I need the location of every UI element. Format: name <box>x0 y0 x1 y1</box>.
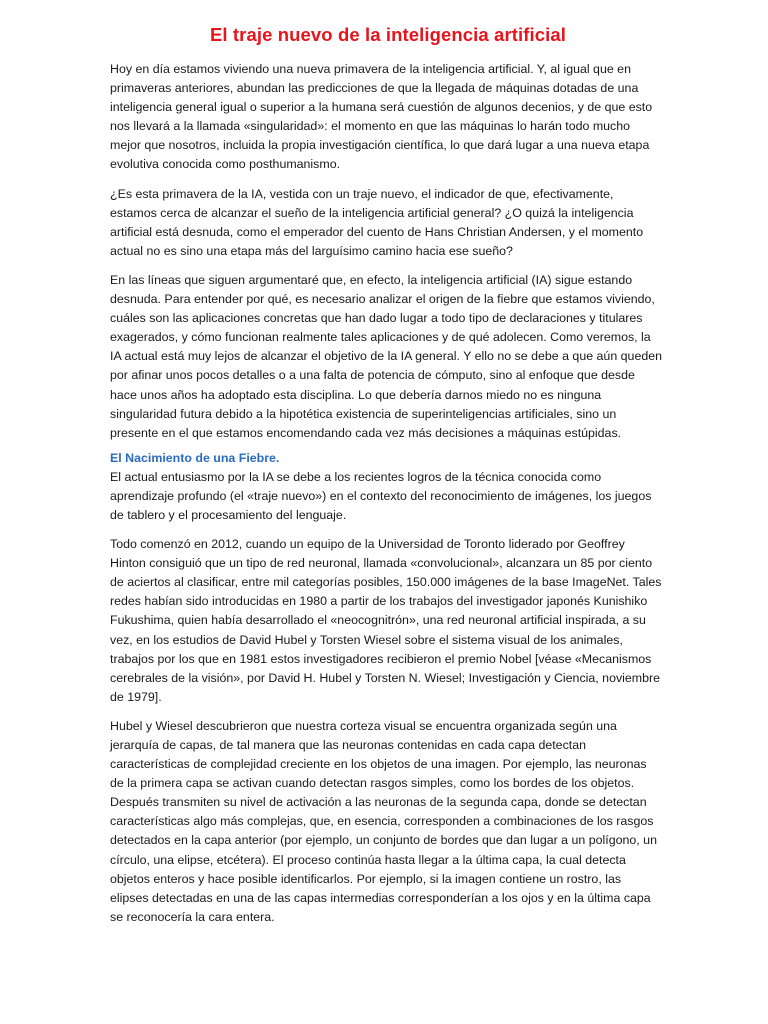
paragraph-argument: En las líneas que siguen argumentaré que, en efecto, la inteligencia artificial (IA) sigue estando desnuda. Para entender por qué, es necesario analizar el origen de la fiebre que estamos viviendo, cuáles son las aplicaciones concretas que han dado lugar a todo tipo de declaraciones y titulares exagerados, y cómo funcionan realmente tales aplicaciones y de qué adolecen. Como veremos, la IA actual está muy lejos de alcanzar el objetivo de la IA general. Y ello no se debe a que aún queden por afinar unos pocos detalles o a una falta de potencia de cómputo, sino al enfoque que desde hace unos años ha adoptado esta disciplina. Lo que debería darnos miedo no es ninguna singularidad futura debido a la hipotética existencia de superinteligencias artificiales, sino un presente en el que estamos encomendando cada vez más decisiones a máquinas estúpidas. <box>110 272 663 440</box>
section-heading: El Nacimiento de una Fiebre. <box>110 450 280 465</box>
paragraph-history: Todo comenzó en 2012, cuando un equipo de la Universidad de Toronto liderado por Geoffrey Hinton consiguió que un tipo de red neuronal, llamada «convolucional», alcanzara un 85 por ciento de aciertos al clasificar, entre mil categorías posibles, 150.000 imágenes de la base ImageNet. Tales redes habían sido introducidas en 1980 a partir de los trabajos del investigador japonés Kunishiko Fukushima, quien había desarrollado el «neocognitrón», una red neuronal artificial inspirada, a su vez, en los estudios de David Hubel y Torsten Wiesel sobre el sistema visual de los animales, trabajos por los que en 1981 estos investigadores recibieron el premio Nobel [véase «Mecanismos cerebrales de la visión», por David H. Hubel y Torsten N. Wiesel; Investigación y Ciencia, noviembre de 1979]. <box>110 537 662 704</box>
paragraph-enthusiasm: El actual entusiasmo por la IA se debe a los recientes logros de la técnica conocida como aprendizaje profundo (el «traje nuevo») en el contexto del reconocimiento de imágenes, los juegos de tablero y el procesamiento del lenguaje. <box>110 469 652 522</box>
paragraph-intro: Hoy en día estamos viviendo una nueva primavera de la inteligencia artificial. Y, al igual que en primaveras anteriores, abundan las predicciones de que la llegada de máquinas dotadas de una inteligencia general igual o superior a la humana será cuestión de algunos decenios, y de que esto nos llevará a la llamada «singularidad»: el momento en que las máquinas lo harán todo mucho mejor que nosotros, incluida la propia investigación científica, lo que dará lugar a una nueva etapa evolutiva conocida como posthumanismo. <box>110 62 653 172</box>
paragraph-question: ¿Es esta primavera de la IA, vestida con un traje nuevo, el indicador de que, efectivamente, estamos cerca de alcanzar el sueño de la inteligencia artificial general? ¿O quizá la inteligencia artificial está desnuda, como el emperador del cuento de Hans Christian Andersen, y el momento actual no es sino una etapa más del larguísimo camino hacia ese sueño? <box>110 186 644 258</box>
document-title: El traje nuevo de la inteligencia artificial <box>209 24 567 45</box>
paragraph-visual-cortex: Hubel y Wiesel descubrieron que nuestra corteza visual se encuentra organizada según una jerarquía de capas, de tal manera que las neuronas contenidas en cada capa detectan características de complejidad creciente en los objetos de una imagen. Por ejemplo, las neuronas de la primera capa se activan cuando detectan rasgos simples, como los bordes de los objetos. Después transmiten su nivel de activación a las neuronas de la segunda capa, donde se detectan características algo más complejas, que, en esencia, corresponden a combinaciones de los rasgos detectados en la capa anterior (por ejemplo, un conjunto de bordes que dan lugar a un polígono, un círculo, una elipse, etcétera). El proceso continúa hasta llegar a la última capa, la cual detecta objetos enteros y hace posible identificarlos. Por ejemplo, si la imagen contiene un rostro, las elipses detectadas en una de las capas intermedias corresponderían a los ojos y en la última capa se reconocería la cara entera. <box>110 718 657 924</box>
